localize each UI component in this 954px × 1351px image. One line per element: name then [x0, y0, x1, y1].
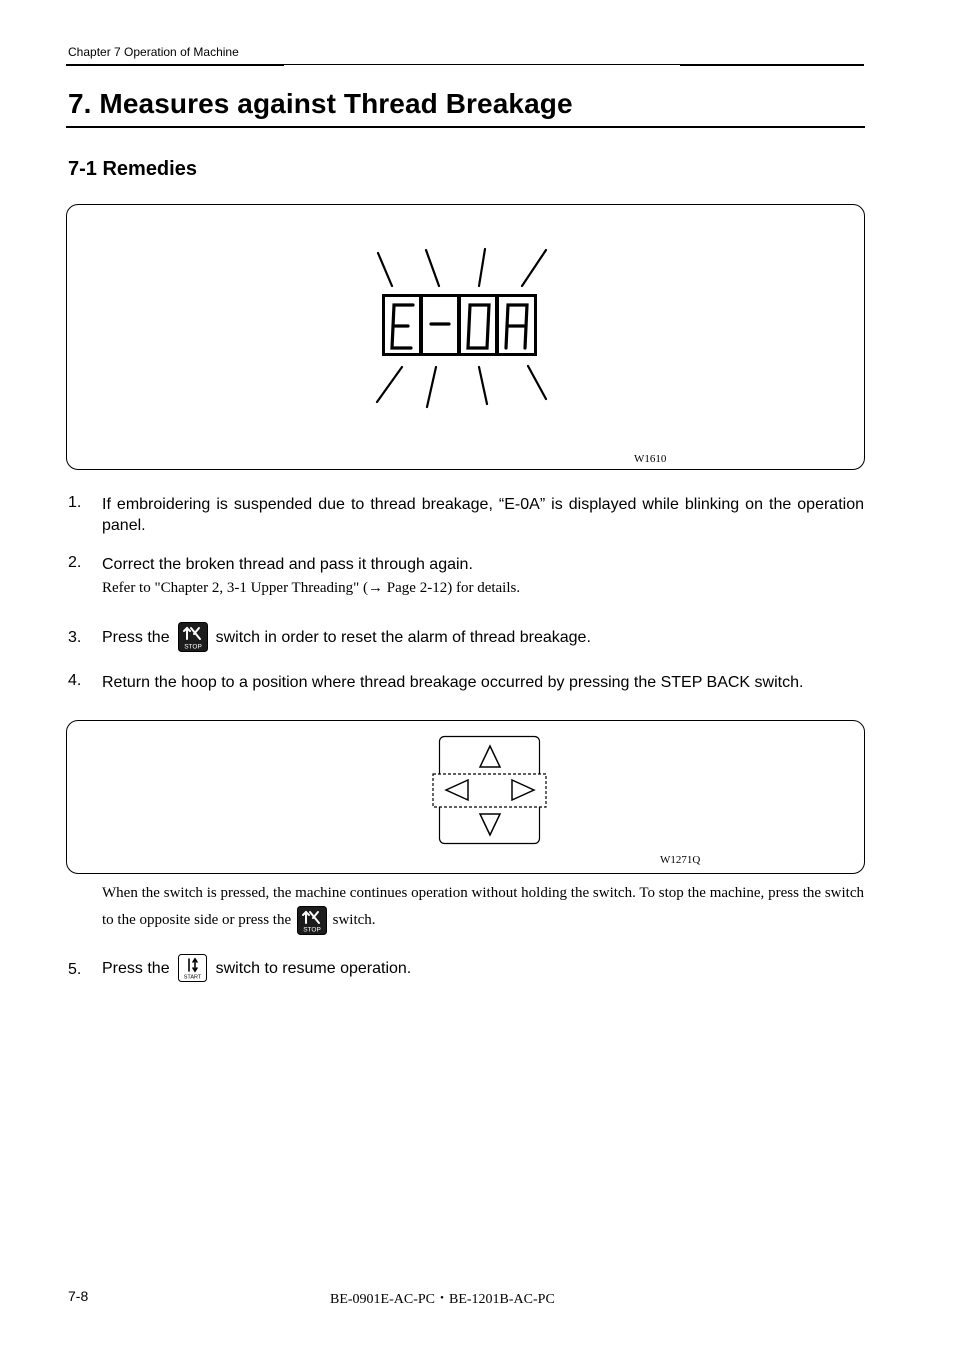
blink-ray — [479, 249, 485, 286]
blink-ray — [479, 367, 487, 404]
direction-pad-icon — [430, 734, 550, 848]
step-text: Return the hoop to a position where thread breakage occurred by pressing the STEP BACK switch. — [102, 674, 804, 691]
start-icon-label: START — [183, 974, 201, 981]
step-number: 4. — [68, 672, 82, 689]
blink-ray — [378, 253, 392, 286]
step-note: Refer to "Chapter 2, 3-1 Upper Threading" (→ Page 2-12) for details. — [102, 580, 521, 596]
blink-ray — [427, 367, 436, 407]
step-number: 1. — [68, 494, 82, 511]
stop-icon-label: STOP — [183, 643, 202, 651]
figure-code: W1610 — [634, 453, 667, 465]
seven-segment-display-icon — [370, 244, 560, 416]
note-text: When the switch is pressed, the machine continues operation without holding the switch. To stop the machine, press the switch to the opposite side or press the — [102, 885, 864, 928]
step-text: Press the — [102, 960, 170, 977]
step-text: Press the — [102, 628, 170, 646]
blink-ray — [377, 367, 402, 402]
step-line — [102, 622, 591, 652]
chapter-header: Chapter 7 Operation of Machine — [68, 45, 239, 59]
step-text: switch in order to reset the alarm of thread breakage. — [215, 628, 591, 646]
title-rule — [66, 126, 865, 128]
stop-icon-label: STOP — [303, 926, 321, 934]
step-number: 3. — [68, 629, 82, 646]
arrow-up-icon — [480, 746, 500, 767]
section-title: 7-1 Remedies — [68, 158, 197, 180]
blink-ray — [426, 250, 439, 286]
step-number: 5. — [68, 961, 82, 978]
step-number: 2. — [68, 554, 82, 571]
header-rule — [680, 64, 864, 66]
step-text: Correct the broken thread and pass it through again. — [102, 556, 473, 573]
header-rule — [66, 64, 284, 66]
figure-note — [102, 880, 864, 935]
figure-code: W1271Q — [660, 854, 701, 866]
step-text: switch to resume operation. — [215, 960, 412, 977]
arrow-down-icon — [480, 814, 500, 835]
start-switch-icon — [178, 954, 208, 983]
page-number: 7-8 — [68, 1288, 89, 1304]
model-number: BE-0901E-AC-PC・BE-1201B-AC-PC — [330, 1292, 555, 1307]
page-title: 7. Measures against Thread Breakage — [68, 88, 573, 119]
step-text: If embroidering is suspended due to thread breakage, “E-0A” is displayed while blinking on the operation panel. — [102, 496, 864, 534]
blink-ray — [528, 366, 546, 399]
stop-switch-icon — [297, 906, 327, 935]
step-line — [102, 954, 411, 983]
note-text: switch. — [332, 911, 376, 928]
stop-switch-icon — [178, 622, 208, 652]
blink-ray — [522, 250, 546, 286]
